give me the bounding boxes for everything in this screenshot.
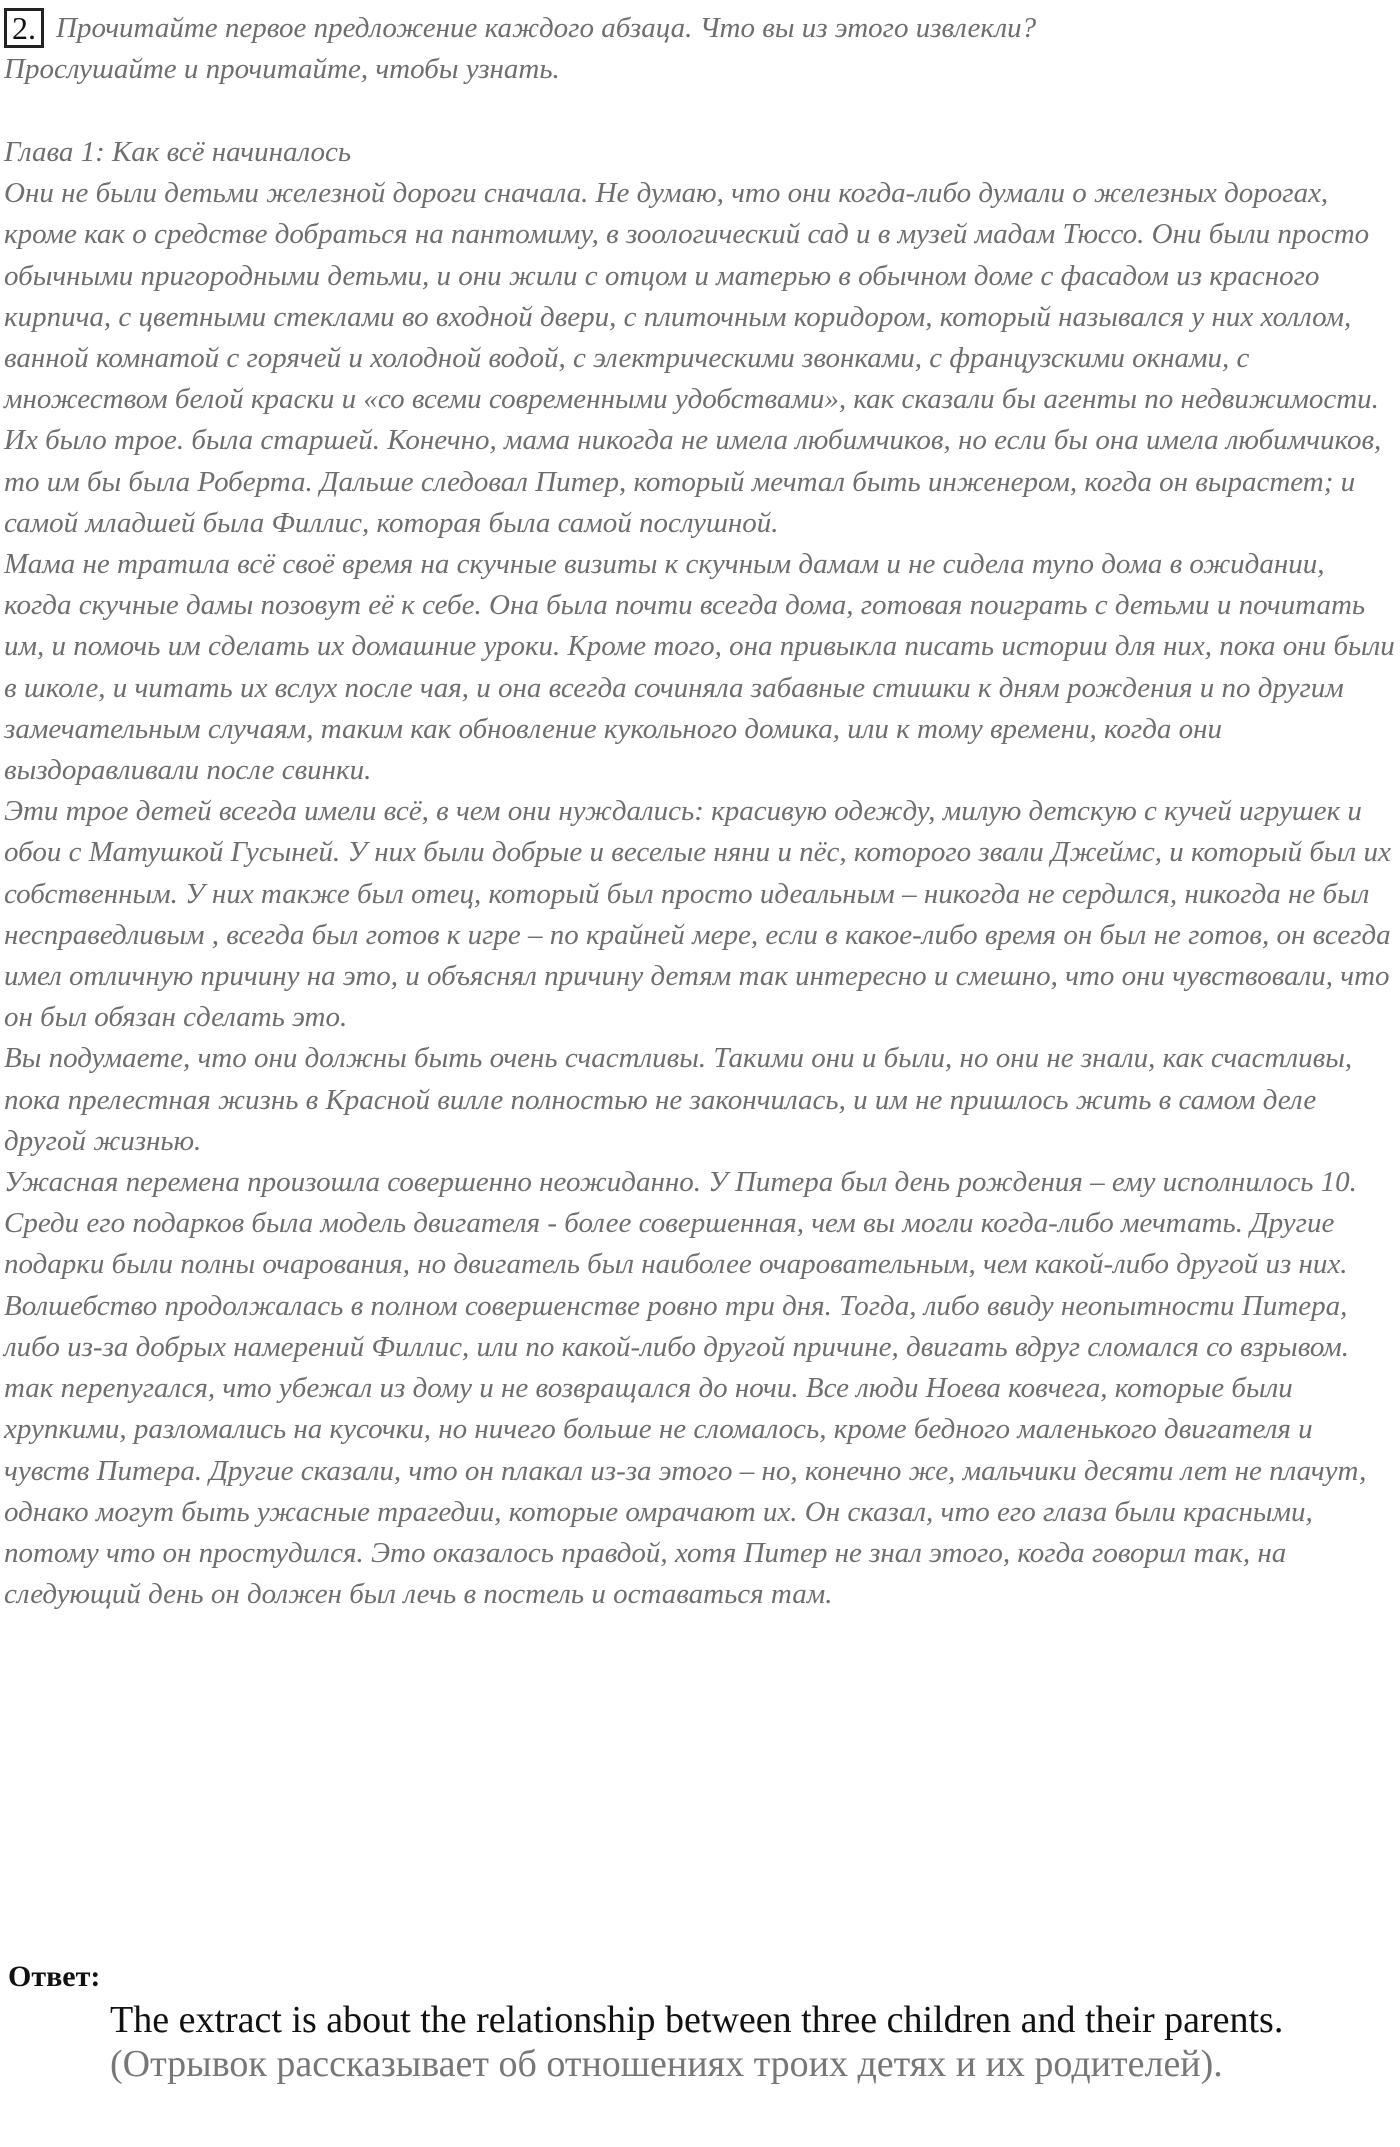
paragraph: Волшебство продолжалась в полном совершенстве ровно три дня. Тогда, либо ввиду неопытности Питера, либо из-за добрых намерений Филлис, или по какой-либо другой причине, двигать вдруг сломался со взрывом. так перепугался, что убежал из дому и не возвращался до ночи. Все люди Ноева ковчега, которые были хрупкими, разломались на кусочки, но ничего больше не сломалось, кроме бедного маленького двигателя и чувств Питера. Другие сказали, что он плакал из-за этого – но, конечно же, мальчики десяти лет не плачут, однако могут быть ужасные трагедии, которые омрачают их. Он сказал, что его глаза были красными, потому что он простудился. Это оказалось правдой, хотя Питер не знал этого, когда говорил так, на следующий день он должен был лечь в постель и оставаться там. bbox=[4, 1289, 1367, 1611]
answer-russian: (Отрывок рассказывает об отношениях троих детях и их родителей). bbox=[110, 2043, 1223, 2085]
paragraph: Вы подумаете, что они должны быть очень счастливы. Такими они и были, но они не знали, как счастливы, пока прелестная жизнь в Красной вилле полностью не закончилась, и им не пришлось жить в самом деле другой жизнью. bbox=[4, 1042, 1353, 1157]
task-number: 2. bbox=[4, 8, 44, 48]
paragraph: Ужасная перемена произошла совершенно неожиданно. У Питера был день рождения – ему исполнилось 10. Среди его подарков была модель двигателя - более совершенная, чем вы могли когда-либо мечтать. Другие подарки были полны очарования, но двигатель был наиболее очаровательным, чем какой-либо другой из них. bbox=[4, 1166, 1357, 1281]
answer-block bbox=[110, 1998, 1390, 2086]
task-instruction-line1: Прочитайте первое предложение каждого абзаца. Что вы из этого извлекли? bbox=[56, 12, 1037, 44]
task-instruction-line2: Прослушайте и прочитайте, чтобы узнать. bbox=[4, 53, 560, 85]
paragraph: Они не были детьми железной дороги сначала. Не думаю, что они когда-либо думали о железных дорогах, кроме как о средстве добраться на пантомиму, в зоологический сад и в музей мадам Тюссо. Они были просто обычными пригородными детьми, и они жили с отцом и матерью в обычном доме с фасадом из красного кирпича, с цветными стеклами во входной двери, с плиточным коридором, который назывался у них холлом, ванной комнатой с горячей и холодной водой, с электрическими звонками, с французскими окнами, с множеством белой краски и «со всеми современными удобствами», как сказали бы агенты по недвижимости. Их было трое. была старшей. Конечно, мама никогда не имела любимчиков, но если бы она имела любимчиков, то им бы была Роберта. Дальше следовал Питер, который мечтал быть инженером, когда он вырастет; и самой младшей была Филлис, которая была самой послушной. bbox=[4, 177, 1382, 539]
answer-english: The extract is about the relationship between three children and their parents. bbox=[110, 1999, 1284, 2041]
answer-label: Ответ: bbox=[8, 1960, 101, 1993]
task-header bbox=[4, 8, 1394, 90]
chapter-text bbox=[4, 132, 1398, 1615]
chapter-title: Глава 1: Как всё начиналось bbox=[4, 136, 352, 168]
paragraph: Эти трое детей всегда имели всё, в чем они нуждались: красивую одежду, милую детскую с кучей игрушек и обои с Матушкой Гусыней. У них были добрые и веселые няни и пёс, которого звали Джеймс, и который был их собственным. У них также был отец, который был просто идеальным – никогда не сердился, никогда не был несправедливым , всегда был готов к игре – по крайней мере, если в какое-либо время он был не готов, он всегда имел отличную причину на это, и объяснял причину детям так интересно и смешно, что они чувствовали, что он был обязан сделать это. bbox=[4, 795, 1391, 1034]
paragraph: Мама не тратила всё своё время на скучные визиты к скучным дамам и не сидела тупо дома в ожидании, когда скучные дамы позовут её к себе. Она была почти всегда дома, готовая поиграть с детьми и почитать им, и помочь им сделать их домашние уроки. Кроме того, она привыкла писать истории для них, пока они были в школе, и читать их вслух после чая, и она всегда сочиняла забавные стишки к дням рождения и по другим замечательным случаям, таким как обновление кукольного домика, или к тому времени, когда они выздоравливали после свинки. bbox=[4, 548, 1395, 787]
